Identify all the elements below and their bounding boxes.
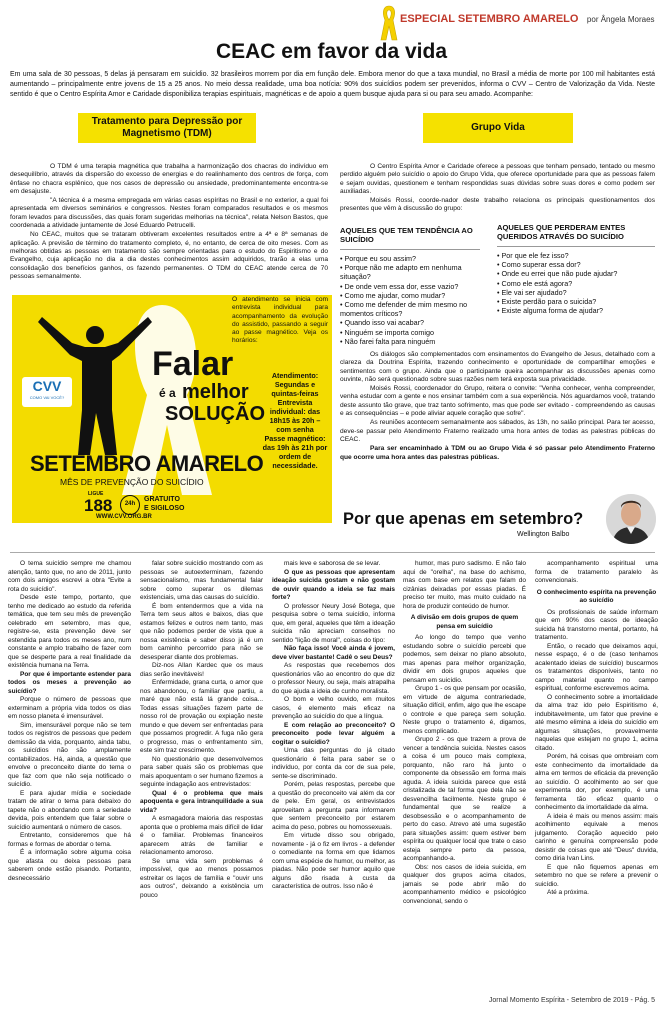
qa-item: • Porque eu sou assim? xyxy=(340,254,480,263)
page-title: CEAC em favor da vida xyxy=(215,40,448,63)
grupo-vida-paragraph-1: O Centro Espírita Amor e Caridade oferece a pessoas que tenham pensado, tentado ou mesmo perdido alguém pelo suicídio o apoio do Grupo Vida, que oferece oportunidade para que as pessoas falem e sejam ouvidas, questionem e tenham respondidas suas dúvidas sobre suas dores e como podem ser auxiliadas. xyxy=(340,163,655,195)
article-paragraph: mais leve e saborosa de se levar. xyxy=(284,560,381,567)
qa-item: • Onde eu errei que não pude ajudar? xyxy=(497,269,655,278)
qa-item: • Existe alguma forma de ajudar? xyxy=(497,306,655,315)
grupo-vida-paragraph-4: Moisés Rossi, coordenador do Grupo, reitera o convite: "Venha conhecer, venha compreender, venha estudar com a gente e nos ensinar também com a sua experiência. Nós aguardamos você, tratando deste assunto tão grave, que traz tanto sofrimento, mas que pode ser evitado - compreendendo as causas e as consequências – e pode aliviar aquele coração que sofre". xyxy=(340,385,655,418)
section-header xyxy=(400,9,663,31)
article-paragraph: É a informação sobre alguma coisa que afasta ou deixa pessoas para saberem onde estão pisando. Portanto, desnecessário xyxy=(8,849,131,882)
qa-right-box xyxy=(497,223,655,315)
banner-ligue: LIGUE xyxy=(88,491,104,497)
author-avatar xyxy=(606,494,656,544)
article-column-4 xyxy=(403,560,526,906)
intro-paragraph: Em uma sala de 30 pessoas, 5 delas já pensaram em suicídio. 32 brasileiros morrem por dia em função dele. Embora menor do que a taxa mundial, no Brasil a média de morte por 100 mil habitantes está aumentando – principalmente entre jovens de 15 a 25 anos. No meio dessa realidade, uma boa notícia: 90% dos suicídios podem ser prevenidos, informa o CVV – Centro de Valorização da Vida. Neste sentido é que o Centro Espírita Amor e Caridade disponibiliza terapias espirituais, magnéticas e de apoio a quem busque ajuda para si ou para seu amado. Acompanhe: xyxy=(10,71,655,98)
article-paragraph: Enfermidade, grana curta, o amor que nos abandonou, o familiar que partiu, a maré que não está lá grande coisa... Todas essas situações fazem parte de nosso rol de provação ou expiação neste mundo e que devem ser enfrentadas para que possamos progredir. A fuga não gera o progresso, mas o enfrentamento sim, este sim traz crescimento. xyxy=(140,679,263,754)
qa-item: • Como me defender de mim mesmo no momentos críticos? xyxy=(340,300,480,318)
article-paragraph: Porém, pelas respostas, percebe que a questão do preconceito vai além da cor de pele. Em geral, os entrevistados aproveitam a pergunta para informarem que sentem preconceito por estarem acima do peso, pobres ou homossexuais. xyxy=(272,781,395,831)
article-column-1 xyxy=(8,560,131,883)
banner-title: SETEMBRO AMARELO xyxy=(30,451,264,476)
article-paragraph: Desde este tempo, portanto, que tenho me dedicado ao estudo da referida temática, que tem seu mês de prevenção celebrado em setembro, mas que, registre-se, esta prevenção deve ser estendida para todos os meses ano, num constante e amplo trabalho de fazer com que se desperte para a real finalidade da existência humana na Terra. xyxy=(8,594,131,669)
banner-url: WWW.CVV.ORG.BR xyxy=(96,514,152,520)
schedule-title: Atendimento: xyxy=(271,371,319,380)
banner-gratuito xyxy=(144,495,184,513)
article-paragraph: O conhecimento sobre a imortalidade da alma traz ido pelo Espiritismo é, indubitavelmente, um fator que previne e até mesmo elimina a ideia do suicídio em algumas situações, provavelmente naquelas que estejam no grupo 1, acima citado. xyxy=(535,693,658,752)
qa-item: • Como superar essa dor? xyxy=(497,260,655,269)
article-paragraph: Grupo 1 - os que pensam por ocasião, em virtude de alguma contrariedade, situação difícil, enfim, algo que lhe escape o controle e que pareça sem solução. Neste grupo o tratamento é, digamos, menos complicado. xyxy=(403,685,526,735)
banner-gratuito-text: GRATUITO xyxy=(144,496,180,503)
article-paragraph: Obs: nos casos de ideia suicida, em qualquer dos grupos acima citados, jamais se pode abrir mão do acompanhamento médico e psicológico convencional, sendo o xyxy=(403,863,526,905)
article-paragraph: Porque o número de pessoas que exterminam a própria vida todos os dias em nosso planeta é imensurável. xyxy=(8,696,131,720)
qa-item: • Não farei falta para ninguém xyxy=(340,337,480,346)
qa-item: • Ele vai ser ajudado? xyxy=(497,288,655,297)
article-paragraph: Não faça isso! Você ainda é jovem, deve viver bastante! Cadê o seu Deus? xyxy=(272,645,395,661)
qa-item: • De onde vem essa dor, esse vazio? xyxy=(340,282,480,291)
banner-melhor: melhor xyxy=(182,381,249,403)
banner-phone: 188 xyxy=(84,496,113,515)
article-paragraph: Até a próxima. xyxy=(547,889,589,896)
article-paragraph: As respostas que recebemos dos questionários vão ao encontro do que diz o professor Neury, ou seja, mais atrapalha do que ajuda a ideia de cunho moralista. xyxy=(272,662,395,695)
article-paragraph: O bom e velho ouvido, em muitos casos, é elemento mais eficaz na prevenção ao suicídio do que a língua. xyxy=(272,696,395,720)
banner-24h: 24h xyxy=(120,495,140,515)
banner-solucao: SOLUÇÃO xyxy=(165,403,265,425)
qa-right-heading: AQUELES QUE PERDERAM ENTES QUERIDOS ATRAVÉS DO SUICÍDIO xyxy=(497,223,626,241)
article-paragraph: Uma das perguntas do já citado questionário é feita para saber se o indivíduo, por conta da cor de sua pele, sente-se discriminado. xyxy=(272,747,395,780)
qa-item: • Como me ajudar, como mudar? xyxy=(340,291,480,300)
qa-right-list xyxy=(497,251,655,315)
grupo-vida-heading-box: Grupo Vida xyxy=(423,113,573,143)
article-paragraph: A divisão em dois grupos de quem pensa em suicídio xyxy=(410,614,519,630)
qa-item: • Como ele está agora? xyxy=(497,279,655,288)
tdm-paragraph-3: No CEAC, muitos que se trataram obtiveram excelentes resultados entre a 4ª e 8ª semanas de aplicação. A previsão de término do tratamento completo, é, no entanto, de cerca de oito meses. Com as melhoras obtidas as pessoas em tratamento são sempre orientadas para o estudo do Espiritismo e do Evangelho, cuja aplicação no dia a dia destes conhecimentos assim adquiridos, trarão a elas uma consolidação dos benefícios ganhos, os fazendo permanentes. O TDM do CEAC atende cerca de 70 pessoas semanalmente. xyxy=(10,231,328,280)
cvv-logo-text: CVV xyxy=(32,378,62,394)
article-paragraph: Grupo 2 - os que trazem a prova de vencer a tendência suicida. Nestes casos a coisa é um pouco mais complexa, porquanto, não raro há junto o componente da obsessão em forma mais aguda. A ideia suicida parece que está cristalizada de tal forma que dela não se desvencilha facilmente. Neste grupo é fundamental que se realize a desobsessão e o acompanhamento de perto do caso. Atrevo até uma sugestão para situações assim: quem estiver bem espírita ou qualquer local que trate o caso esteja sempre perto da pessoa, acompanhando-a. xyxy=(403,736,526,862)
page-footer: Jornal Momento Espírita - Setembro de 2019 - Pág. 5 xyxy=(488,997,655,1004)
article-paragraph: É bom entendermos que a vida na Terra tem seus altos e baixos, dias que estamos felizes e outros nem tanto, mas que não podemos perder de vista que a nossa existência e saber disso já é um bom caminho percorrido para não se desesperar diante dos problemas. xyxy=(140,602,263,661)
qa-left-list xyxy=(340,254,480,346)
banner-falar: Falar xyxy=(152,345,234,383)
article-paragraph: E para ajudar mídia e sociedade tratam de atirar o tema para debaixo do tapete não o abordando com a seriedade devida, pois entendem que falar sobre o suicídio aumentará o número de casos. xyxy=(8,789,131,831)
article-paragraph: E que não fiquemos apenas em setembro no que se refere a prevenir o suicídio. xyxy=(535,863,658,888)
qa-item: • Existe perdão para o suicida? xyxy=(497,297,655,306)
article-paragraph: O que as pessoas que apresentam ideação suicida gostam e não gostam de ouvir quando a ideia se faz mais forte? xyxy=(272,568,395,601)
article-paragraph: Entretanto, consideremos que há formas e formas de abordar o tema. xyxy=(8,832,131,848)
article-paragraph: Porém, há coisas que ombreiam com este conhecimento da imortalidade da alma em termos de eficácia da prevenção ao suicídio. O acolhimento ao ser que experimenta dor, por exemplo, é uma ferramenta tão eficaz quanto o conhecimento da imortalidade da alma. xyxy=(535,753,658,811)
qa-left-box xyxy=(340,226,480,346)
article-paragraph: falar sobre suicídio mostrando com as pessoas se autoexterminam, fazendo sensacionalismo, mas fundamental falar sobre como superar os dilemas existenciais, uma das causas do suicídio. xyxy=(140,560,263,601)
yellow-ribbon-icon xyxy=(380,4,398,42)
article-paragraph: Então, o recado que deixamos aqui, nesse espaço, é o de (caso tenhamos acalentado ideias de suicídio) buscarmos os tratamentos disponíveis, tanto no campo material quanto no campo espiritual, conforme escrevemos acima. xyxy=(535,642,658,692)
cvv-tagline: COMO VAI VOCÊ? xyxy=(29,395,65,400)
grupo-vida-article xyxy=(340,163,655,215)
article-paragraph: A esmagadora maioria das respostas aponta que o problema mais difícil de lidar é o familiar. Problemas financeiros aparecem atrás de familiar e relacionamento amoroso. xyxy=(140,815,263,856)
schedule-interview: Entrevista individual: das 18h15 às 20h – com senha xyxy=(269,398,321,434)
article-column-5 xyxy=(535,560,658,898)
tdm-schedule xyxy=(262,371,328,470)
article-paragraph: acompanhamento espiritual uma forma de tratamento paralelo às convencionais. xyxy=(535,560,658,584)
article-paragraph: Diz-nos Allan Kardec que os maus dias serão inevitáveis! xyxy=(140,662,263,678)
article-paragraph: Os profissionais de saúde informam que em 90% dos casos de ideação suicida há transtorno mental, portanto, há tratamento. xyxy=(535,608,658,641)
qa-item: • Ninguém se importa comigo xyxy=(340,328,480,337)
article-paragraph: No questionário que desenvolvemos para saber quais são os problemas que mais apoquentam o ser humano fizemos a seguinte indagação aos entrevistados: xyxy=(140,755,263,788)
tdm-paragraph-2: "A técnica é a mesma empregada em várias casas espíritas no Brasil e no exterior, a qual foi apresentada em diversos seminários e congressos. Nestes foram comparados resultados e os mesmos foram levados para discussões, das quais foram sugeridas melhorias na técnica", relata Nelson Bastos, que coordenada a atividade juntamente de José Eduardo Petrucelli. xyxy=(10,197,328,230)
article-title: Por que apenas em setembro? xyxy=(343,510,584,528)
tdm-schedule-intro: O atendimento se inicia com entrevista individual para acompanhamento da evolução do assistido, passando a seguir ao passe magnético. Veja os horários: xyxy=(232,296,328,345)
grupo-vida-paragraph-3: Os diálogos são complementados com ensinamentos do Evangelho de Jesus, detalhado com a clareza da Doutrina Espírita, trazendo conhecimento e oportunidade de compartilhar emoções e sentimentos com o grupo. Ainda que o participante queira acompanhar as discussões apenas como ouvinte, não será questionado sobre suas razões nem terá exposta sua privacidade. xyxy=(340,351,655,383)
cvv-logo xyxy=(22,377,72,407)
qa-item: • Quando isso vai acabar? xyxy=(340,318,480,327)
tdm-heading-box: Tratamento para Depressão por Magnetismo (TDM) xyxy=(78,113,256,143)
section-title: ESPECIAL SETEMBRO AMARELO xyxy=(400,13,579,25)
article-paragraph: Em virtude disso sou obrigado, novamente - já o fiz em livros - a defender o comediante na forma em que lidamos com uma espécie de humor, ou melhor, as piadas. Não pode ser humor aquilo que alguns dão risada à custa da característica de outros. Isso não é xyxy=(272,832,395,890)
qa-item: • Porque não me adapto em nenhuma situação? xyxy=(340,263,480,281)
article-paragraph: Qual é o problema que mais apoquenta e gera intranquilidade a sua vida? xyxy=(140,789,263,814)
article-paragraph: O conhecimento espírita na prevenção ao suicídio xyxy=(536,588,657,604)
tdm-article xyxy=(10,163,328,282)
schedule-days: Segundas e quintas-feiras xyxy=(271,380,319,398)
section-author: por Ângela Moraes xyxy=(586,15,655,24)
article-paragraph: A ideia é mais ou menos assim: mais acolhimento equivale a menos julgamento. Coração aquecido pelo carinho e genuína compreensão pode desistir de coisas que até "Deus" duvida, como diria Ivan Lins. xyxy=(535,812,658,862)
qa-item: • Por que ele fez isso? xyxy=(497,251,655,260)
article-column-2 xyxy=(140,560,263,900)
encaminhamento-note: Para ser encaminhado à TDM ou ao Grupo Vida é só passar pelo Atendimento Fraterno que ocorre uma hora antes das palestras públicas. xyxy=(340,445,655,461)
banner-sigiloso-text: E SIGILOSO xyxy=(144,505,185,512)
article-divider xyxy=(10,552,655,553)
article-paragraph: O tema suicídio sempre me chamou atenção, tanto que, no ano de 2011, junto com dois amigos escrevi a obra "Evite a rota do suicídio". xyxy=(8,560,131,593)
article-paragraph: Ao longo do tempo que venho estudando sobre o suicídio percebi que podemos, sem deixar no plano absoluto, mas apenas para melhor organização, dividir em dois grupos aqueles que pensam em suicídio. xyxy=(403,634,526,684)
article-paragraph: Se uma vida sem problemas é impossível, que ao menos possamos estreitar os laços de família e "ouvir uns aos outros", deixando a existência um pouco xyxy=(140,857,263,899)
grupo-vida-paragraph-5: As reuniões acontecem semanalmente aos sábados, às 13h, no salão principal. Para ter acesso, deve-se passar pelo Atendimento Fraterno realizado uma hora antes de todas as palestras públicas do CEAC. xyxy=(340,419,655,443)
banner-subtitle: MÊS DE PREVENÇÃO DO SUICÍDIO xyxy=(60,477,204,487)
article-paragraph: Por que é importante estender para todos os meses a prevenção ao suicídio? xyxy=(8,670,131,695)
article-paragraph: Sim, imensurável porque não se tem todos os registros de pessoas que pedem demissão da vida, porquanto, ainda tabu, os suicídios não são amplamente contabilizados. Há, ainda, a questão que envolve o preconceito diante do tema o que faz com que não seja notificado o suicídio. xyxy=(8,721,131,788)
tdm-paragraph-1: O TDM é uma terapia magnética que trabalha a harmonização dos chacras do indivíduo em desequilíbrio, através da dispersão do excesso de energias e do realinhamento dos centros de força, com ênfase no chacra esplênico, que nos casos de depressão ou ansiedade, predominantemente encontra-se em desajuste. xyxy=(10,163,328,195)
article-paragraph: E com relação ao preconceito? O preconceito pode levar alguém a cogitar o suicídio? xyxy=(272,721,395,746)
article-paragraph: humor, mas puro sadismo. E não falo aqui de "orelha", na base do achismo, mas com base em relatos que falam do cizânias deixadas por essas piadas. É preciso ter muito, mas muito cuidado na hora de produzir conteúdo de humor. xyxy=(403,560,526,610)
banner-e-a: é a xyxy=(159,386,176,400)
schedule-pass: Passe magnético: das 19h às 21h por ordem de necessidade. xyxy=(262,434,328,470)
article-author: Wellington Balbo xyxy=(517,531,570,538)
article-paragraph: O professor Neury José Botega, que pesquisa sobre o tema suicídio, informa que, em geral, aqueles que têm a ideação suicida não apreciam conselhos no sentido "lição de moral", coisas do tipo: xyxy=(272,602,395,644)
article-column-3 xyxy=(272,560,395,892)
grupo-vida-article-continued xyxy=(340,351,655,463)
qa-left-heading: AQUELES QUE TEM TENDÊNCIA AO SUICÍDIO xyxy=(340,226,473,244)
grupo-vida-paragraph-2: Moisés Rossi, coorde-nador deste trabalho relaciona os principais questionamentos dos presentes que vêm à discussão do grupo: xyxy=(340,197,655,213)
